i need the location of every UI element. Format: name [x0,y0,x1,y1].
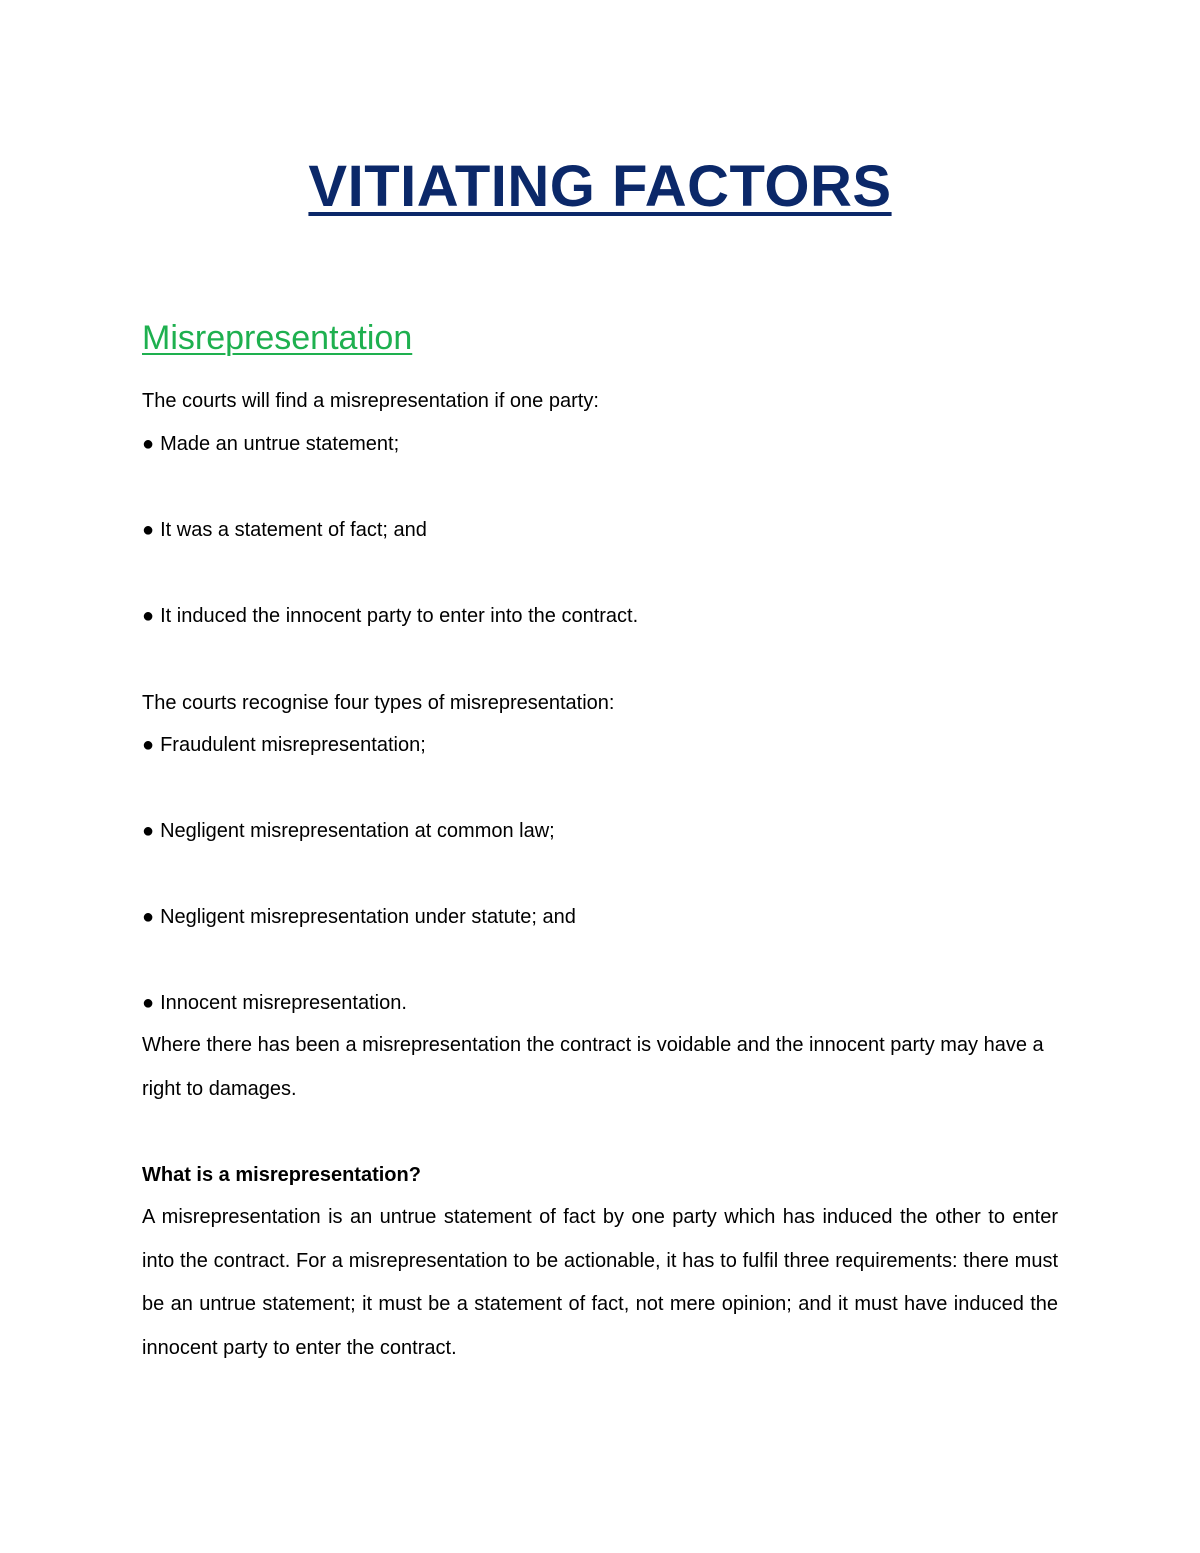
list-item-text: It induced the innocent party to enter into the contract. [160,605,639,627]
consequence-paragraph: Where there has been a misrepresentation the contract is voidable and the innocent party may have a right to damages. [142,1034,1044,1100]
bullet-icon: ● [142,992,155,1014]
bullet-icon: ● [142,906,155,928]
definition-paragraph: A misrepresentation is an untrue statement of fact by one party which has induced the other to enter into the contract. For a misrepresentation to be actionable, it has to fulfil three requirements: there must be an untrue statement; it must be a statement of fact, not mere opinion; and it must have induced the innocent party to enter the contract. [142,1206,1058,1359]
list-item-text: Negligent misrepresentation at common law; [160,820,555,842]
intro-line: The courts will find a misrepresentation if one party: [142,390,599,412]
bullet-icon: ● [142,605,155,627]
bullet-icon: ● [142,820,155,842]
list-item [142,903,576,931]
list-item-text: It was a statement of fact; and [160,519,427,541]
list-item [142,731,426,759]
bullet-icon: ● [142,734,155,756]
subheading-what-is-misrepresentation: What is a misrepresentation? [142,1164,421,1186]
bullet-icon: ● [142,519,155,541]
list-item [142,516,427,544]
document-title: VITIATING FACTORS [308,154,892,219]
list-item [142,989,407,1017]
list-item-text: Made an untrue statement; [160,433,400,455]
list-item-text: Negligent misrepresentation under statute; and [160,906,576,928]
bullet-icon: ● [142,433,155,455]
types-intro-line: The courts recognise four types of misrepresentation: [142,692,615,714]
list-item-text: Innocent misrepresentation. [160,992,407,1014]
list-item [142,602,638,630]
section-heading-misrepresentation: Misrepresentation [142,319,413,357]
list-item [142,430,399,458]
list-item [142,817,555,845]
list-item-text: Fraudulent misrepresentation; [160,734,426,756]
